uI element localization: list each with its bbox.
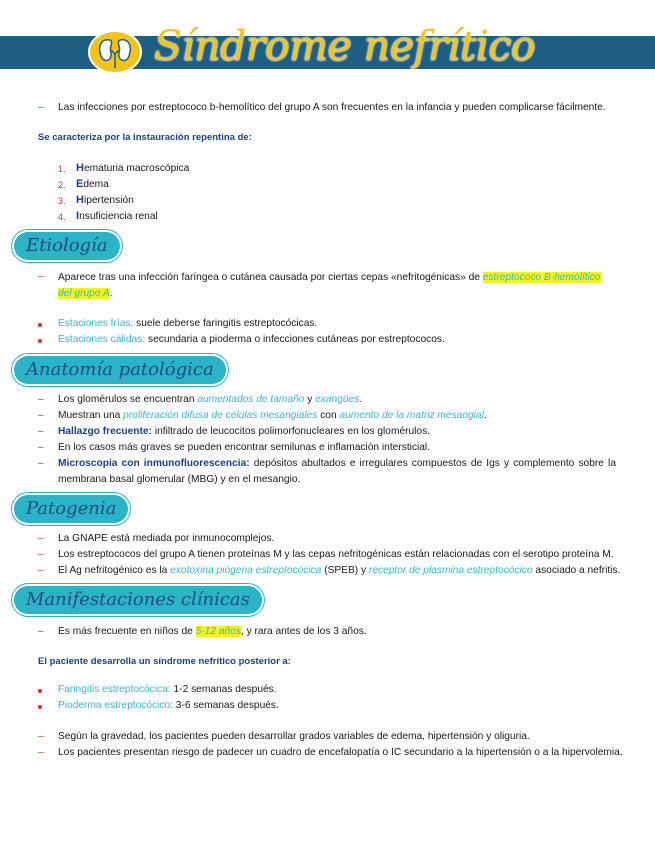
bullet-dot bbox=[38, 689, 42, 693]
dash-bullet: – bbox=[38, 410, 44, 421]
list-item: Insuficiencia renal bbox=[76, 210, 158, 222]
dash-bullet: – bbox=[38, 426, 44, 437]
characterized-heading: Se caracteriza por la instauración repentina de: bbox=[38, 132, 252, 143]
patogenia-line-1: La GNAPE está mediada por inmunocomplejos. bbox=[58, 533, 275, 544]
page-title: Síndrome nefrítico bbox=[154, 22, 536, 70]
dash-bullet: – bbox=[38, 271, 44, 282]
patogenia-line-2: Los estreptococos del grupo A tienen proteínas M y las cepas nefritogénicas están relacionadas con el serotipo proteína M. bbox=[58, 549, 614, 560]
patogenia-line-3: El Ag nefritogénico es la exotoxina piógena estreptocócica (SPEB) y receptor de plasmina estreptocócico asociado a nefritis. bbox=[58, 565, 621, 576]
section-pill-patogenia: Patogenia bbox=[14, 495, 128, 523]
dash-bullet: – bbox=[38, 747, 44, 758]
dash-bullet: – bbox=[38, 102, 44, 113]
anatomia-line-5: Microscopia con inmunofluorescencia: depósitos abultados e irregulares compuestos de Igs y complemento sobre la membrana basal glomerular (MBG) y en el mesangio. bbox=[58, 458, 616, 485]
intro-text: Las infecciones por estreptococo b-hemolítico del grupo A son frecuentes en la infancia y pueden complicarse fácilmente. bbox=[58, 102, 606, 113]
dash-bullet: – bbox=[38, 458, 44, 469]
list-item: Faringitis estreptocócica: 1-2 semanas después. bbox=[58, 684, 277, 695]
dash-bullet: – bbox=[38, 533, 44, 544]
list-item: Hematuria macroscópica bbox=[76, 162, 190, 174]
section-pill-anatomia: Anatomía patológica bbox=[14, 356, 226, 384]
section-pill-manifestaciones: Manifestaciones clínicas bbox=[14, 586, 262, 614]
dash-bullet: – bbox=[38, 565, 44, 576]
manifestaciones-heading: El paciente desarrolla un síndrome nefrítico posterior a: bbox=[38, 656, 291, 667]
anatomia-line-2: Muestran una proliferación difusa de células mesangiales con aumento de la matriz mesangial. bbox=[58, 410, 487, 421]
list-item: Edema bbox=[76, 178, 109, 190]
dash-bullet: – bbox=[38, 394, 44, 405]
manifestaciones-line-3: Los pacientes presentan riesgo de padecer un cuadro de encefalopatía o IC secundario a la hipertensión o a la hipervolemia. bbox=[58, 747, 623, 758]
anatomia-line-4: En los casos más graves se pueden encontrar semilunas e inflamación intersticial. bbox=[58, 442, 431, 453]
bullet-dot bbox=[38, 705, 42, 709]
etiologia-paragraph: Aparece tras una infección faríngea o cutánea causada por ciertas cepas «nefritogénicas» de estreptococo B-hemolítico del grupo A. bbox=[58, 272, 601, 299]
manifestaciones-line-2: Según la gravedad, los pacientes pueden desarrollar grados variables de edema, hipertensión y oliguria. bbox=[58, 731, 530, 742]
anatomia-line-1: Los glomérulos se encuentran aumentados de tamaño y exangües. bbox=[58, 394, 363, 405]
list-item: Estaciones frías: suele deberse faringitis estreptocócicas. bbox=[58, 318, 318, 329]
list-number: 1. bbox=[58, 164, 66, 174]
anatomia-line-3: Hallazgo frecuente: infiltrado de leucocitos polimorfonucleares en los glomérulos. bbox=[58, 426, 431, 437]
list-item: Estaciones cálidas: secundaria a pioderma o infecciones cutáneas por estreptococos. bbox=[58, 334, 445, 345]
kidney-icon bbox=[88, 30, 142, 74]
list-number: 4. bbox=[58, 212, 66, 222]
dash-bullet: – bbox=[38, 626, 44, 637]
dash-bullet: – bbox=[38, 442, 44, 453]
bullet-dot bbox=[38, 339, 42, 343]
dash-bullet: – bbox=[38, 549, 44, 560]
list-item: Pioderma estreptocócico: 3-6 semanas después. bbox=[58, 700, 279, 711]
manifestaciones-line-1: Es más frecuente en niños de 5-12 años, y rara antes de los 3 años. bbox=[58, 626, 367, 637]
bullet-dot bbox=[38, 323, 42, 327]
list-number: 3. bbox=[58, 196, 66, 206]
dash-bullet: – bbox=[38, 731, 44, 742]
list-number: 2. bbox=[58, 180, 66, 190]
list-item: Hipertensión bbox=[76, 194, 134, 206]
section-pill-etiologia: Etiología bbox=[14, 232, 120, 260]
